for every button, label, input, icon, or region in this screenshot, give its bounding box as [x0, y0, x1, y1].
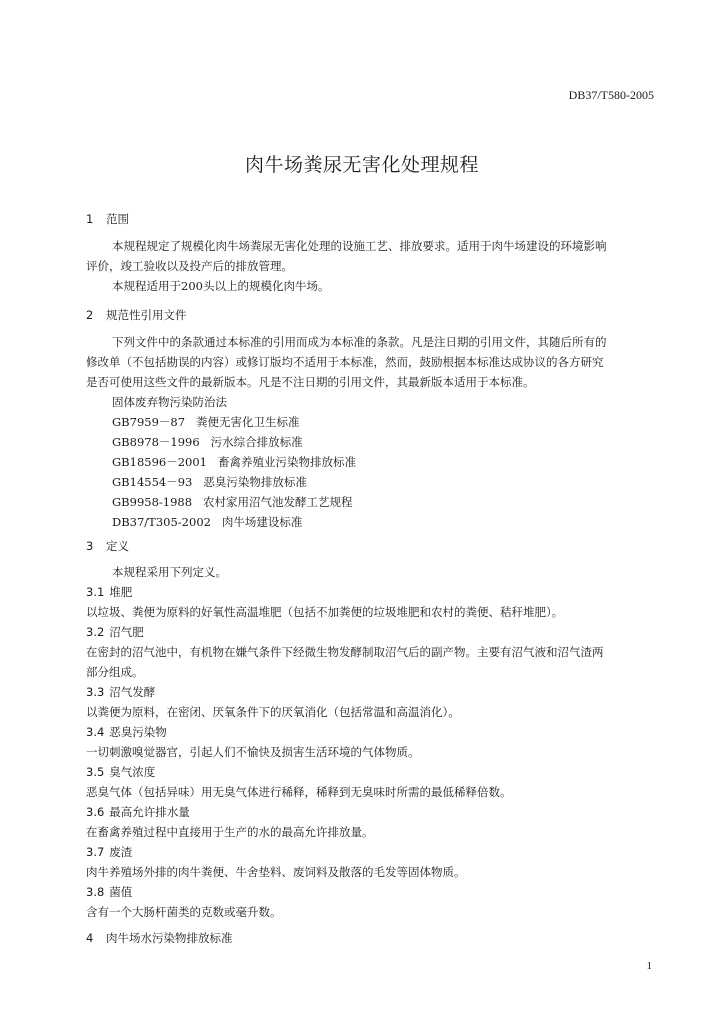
reference-code: DB37/T305-2002 [112, 515, 211, 529]
definition-number: 3.8 [86, 885, 105, 899]
definition-heading [86, 804, 190, 820]
definition-term: 沼气发酵 [109, 685, 156, 699]
reference-name: 固体废弃物污染防治法 [112, 395, 227, 409]
section-number: 1 [86, 212, 94, 226]
paragraph-line: 本规程规定了规模化肉牛场粪尿无害化处理的设施工艺、排放要求。适用于肉牛场建设的环境影响 [112, 239, 607, 253]
definition-term: 沼气肥 [109, 625, 144, 639]
reference-item [112, 474, 307, 490]
definition-term: 恶臭污染物 [109, 725, 167, 739]
reference-name: 粪便无害化卫生标准 [196, 415, 300, 429]
section-heading-3 [86, 538, 129, 554]
reference-code: GB8978－1996 [112, 435, 200, 449]
paragraph-line: 本规程采用下列定义。 [112, 565, 227, 579]
reference-item [112, 454, 356, 470]
section-title: 肉牛场水污染物排放标准 [106, 931, 233, 945]
definition-number: 3.4 [86, 725, 105, 739]
definition-heading [86, 684, 155, 700]
definition-text: 在畜禽养殖过程中直接用于生产的水的最高允许排放量。 [86, 825, 374, 839]
definition-term: 最高允许排水量 [109, 805, 190, 819]
definition-heading [86, 584, 132, 600]
definition-text: 部分组成。 [86, 665, 144, 679]
section-title: 范围 [106, 212, 129, 226]
reference-code: GB14554－93 [112, 475, 193, 489]
definition-heading [86, 724, 167, 740]
paragraph-line: 本规程适用于200头以上的规模化肉牛场。 [112, 279, 330, 293]
standard-code: DB37/T580-2005 [568, 88, 654, 102]
definition-heading [86, 844, 132, 860]
section-heading-4 [86, 930, 233, 946]
definition-term: 臭气浓度 [109, 765, 156, 779]
reference-name: 肉牛场建设标准 [221, 515, 303, 529]
page-number: 1 [646, 960, 652, 972]
definition-number: 3.7 [86, 845, 105, 859]
document-title: 肉牛场粪尿无害化处理规程 [244, 154, 479, 176]
reference-item [112, 394, 227, 410]
paragraph-line: 是否可使用这些文件的最新版本。凡是不注日期的引用文件，其最新版本适用于本标准。 [86, 375, 535, 389]
definition-number: 3.2 [86, 625, 105, 639]
reference-name: 恶臭污染物排放标准 [203, 475, 307, 489]
definition-term: 菌值 [109, 885, 133, 899]
definition-text: 在密封的沼气池中，有机物在嫌气条件下经微生物发酵制取沼气后的副产物。主要有沼气液和沼气渣两 [86, 645, 604, 659]
reference-item [112, 434, 303, 450]
reference-name: 农村家用沼气池发酵工艺规程 [203, 495, 353, 509]
paragraph-line: 评价，竣工验收以及投产后的排放管理。 [86, 259, 293, 273]
definition-text: 肉牛养殖场外排的肉牛粪便、牛舍垫料、废饲料及散落的毛发等固体物质。 [86, 865, 466, 879]
definition-heading [86, 884, 132, 900]
definition-term: 废渣 [109, 845, 133, 859]
section-title: 规范性引用文件 [106, 308, 187, 322]
paragraph-line: 下列文件中的条款通过本标准的引用而成为本标准的条款。凡是注日期的引用文件，其随后所有的 [112, 335, 607, 349]
definition-text: 一切刺激嗅觉器官，引起人们不愉快及损害生活环境的气体物质。 [86, 745, 420, 759]
section-number: 2 [86, 308, 94, 322]
reference-item [112, 414, 300, 430]
definition-text: 以粪便为原料，在密闭、厌氧条件下的厌氧消化（包括常温和高温消化）。 [86, 705, 460, 719]
reference-item [112, 494, 353, 510]
definition-number: 3.3 [86, 685, 105, 699]
reference-code: GB9958-1988 [112, 495, 193, 509]
reference-code: GB18596－2001 [112, 455, 207, 469]
definition-number: 3.1 [86, 585, 105, 599]
section-number: 4 [86, 931, 94, 945]
paragraph-line: 修改单（不包括勘误的内容）或修订版均不适用于本标准，然而，鼓励根据本标准达成协议的各方研究 [86, 355, 604, 369]
section-heading-1 [86, 211, 129, 227]
definition-text: 含有一个大肠杆菌类的克数或毫升数。 [86, 905, 282, 919]
definition-term: 堆肥 [109, 585, 133, 599]
definition-number: 3.5 [86, 765, 105, 779]
definition-heading [86, 624, 144, 640]
section-heading-2 [86, 307, 187, 323]
reference-item [112, 514, 302, 530]
definition-heading [86, 764, 155, 780]
reference-code: GB7959－87 [112, 415, 186, 429]
section-title: 定义 [106, 539, 129, 553]
definition-text: 恶臭气体（包括异味）用无臭气体进行稀释，稀释到无臭味时所需的最低稀释倍数。 [86, 785, 512, 799]
reference-name: 畜禽养殖业污染物排放标准 [217, 455, 356, 469]
definition-text: 以垃圾、粪便为原料的好氧性高温堆肥（包括不加粪便的垃圾堆肥和农村的粪便、秸秆堆肥）。 [86, 605, 564, 619]
section-number: 3 [86, 539, 94, 553]
reference-name: 污水综合排放标准 [210, 435, 303, 449]
definition-number: 3.6 [86, 805, 105, 819]
